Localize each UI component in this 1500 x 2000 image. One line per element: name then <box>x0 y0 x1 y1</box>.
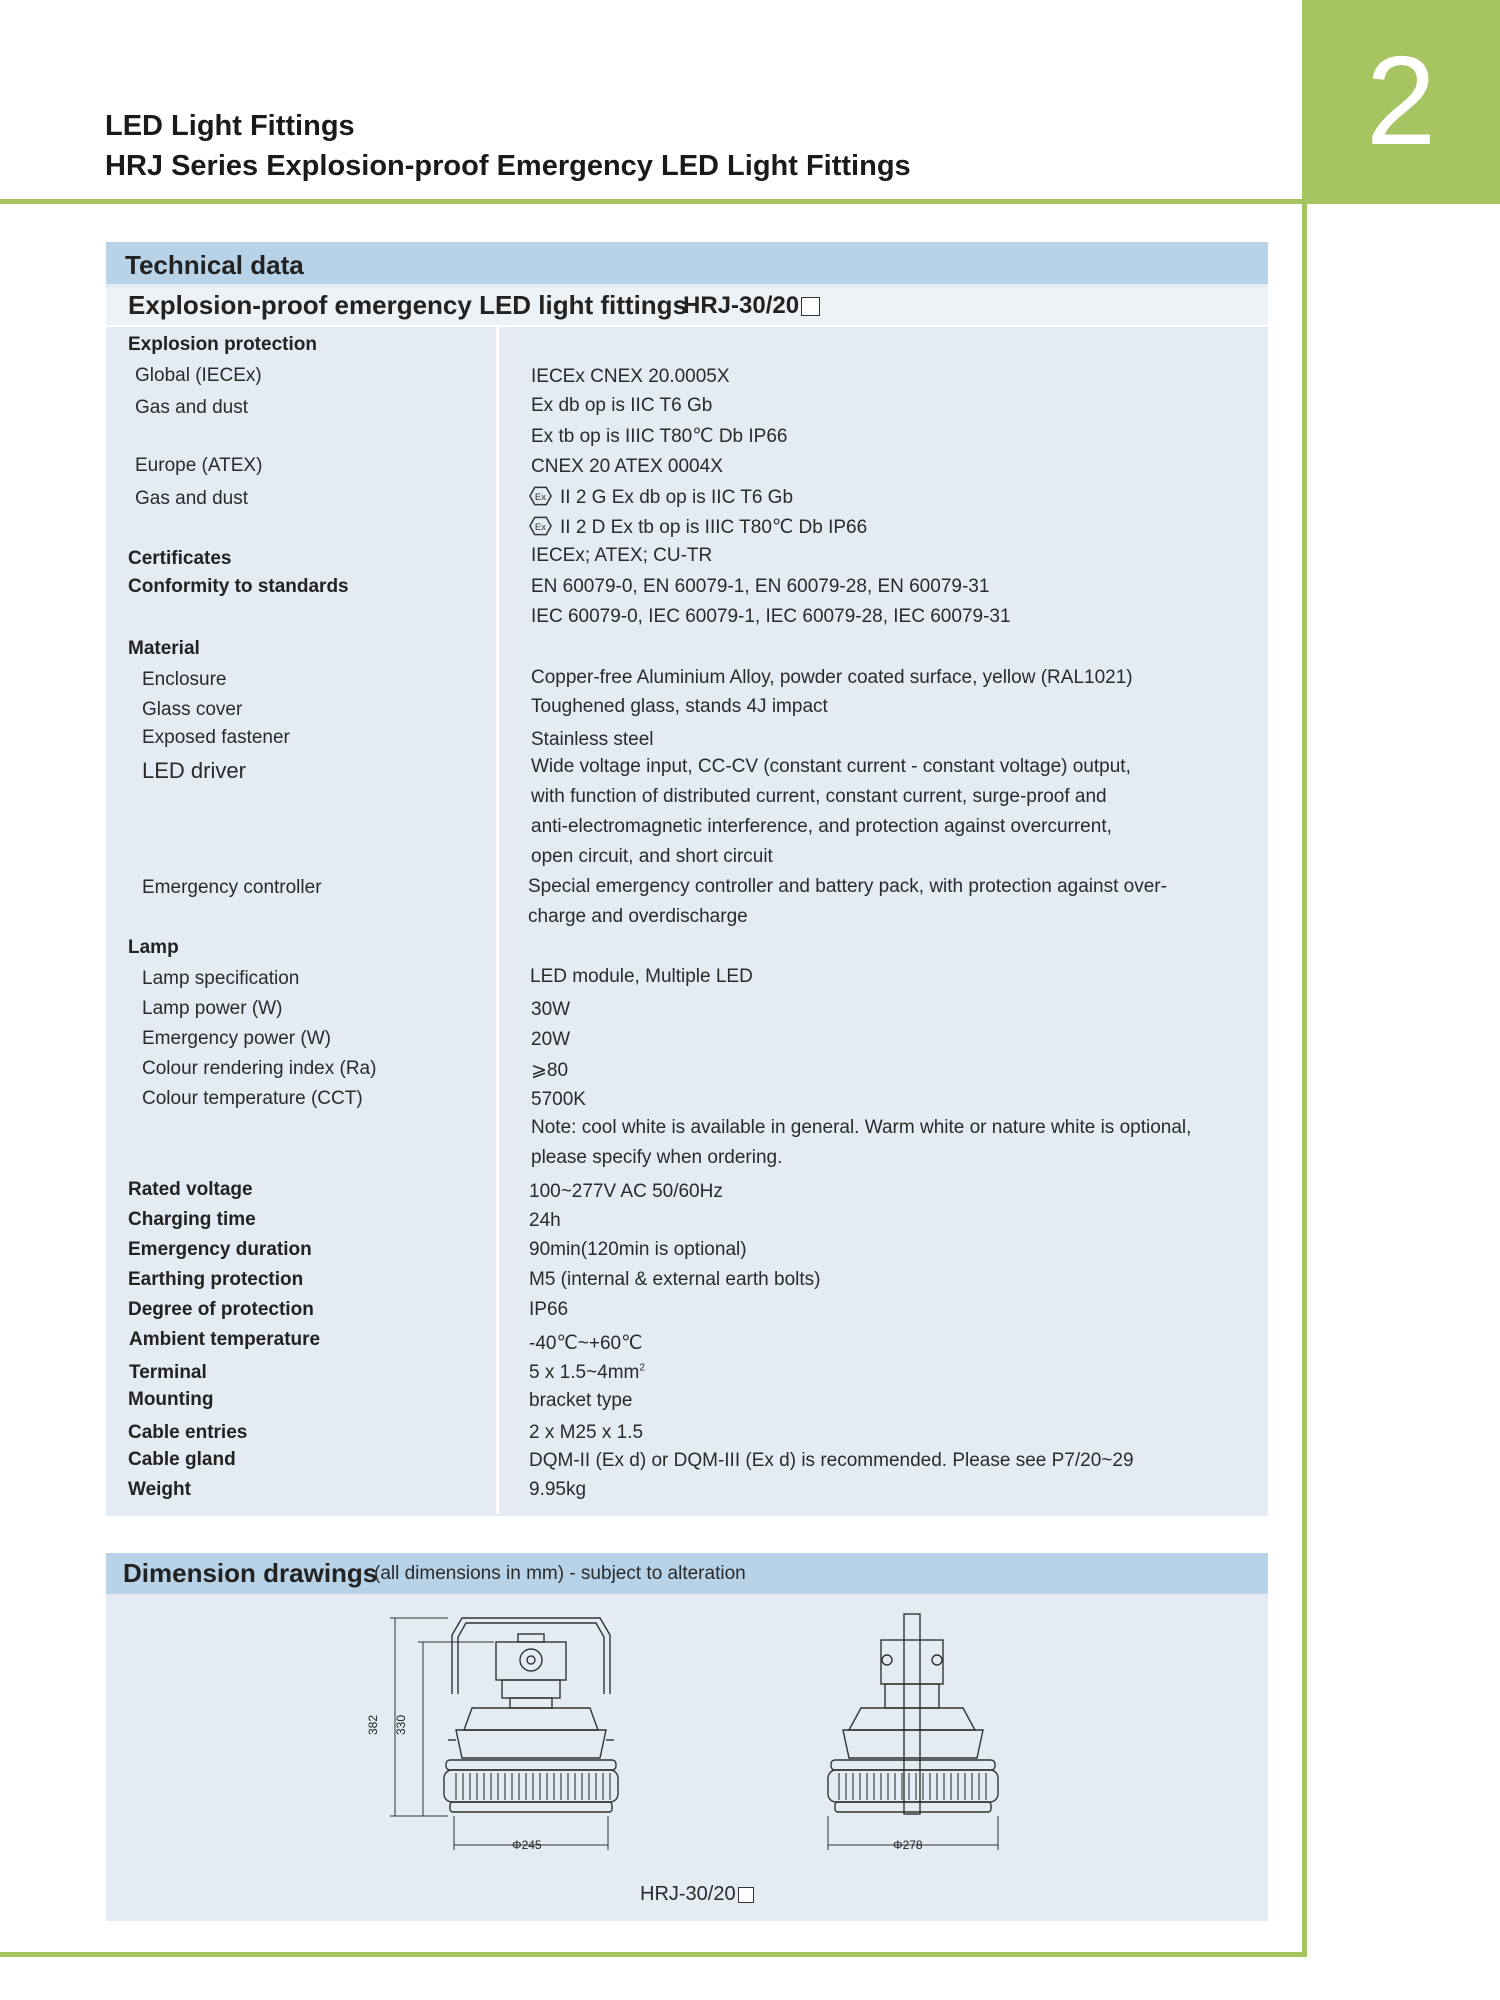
label-emergency-controller: Emergency controller <box>142 877 322 898</box>
value-mounting: bracket type <box>529 1390 633 1411</box>
value-lamp-power: 30W <box>531 999 571 1020</box>
value-lamp-spec: LED module, Multiple LED <box>530 966 753 987</box>
ex-hexagon-icon <box>529 486 552 506</box>
value-degree: IP66 <box>529 1299 569 1320</box>
label-gas-dust-2: Gas and dust <box>135 488 249 509</box>
label-cable-gland: Cable gland <box>128 1449 236 1470</box>
value-rated-voltage: 100~277V AC 50/60Hz <box>529 1181 723 1202</box>
label-glass-cover: Glass cover <box>142 699 243 720</box>
drawing-model-text: HRJ-30/20 <box>640 1883 736 1905</box>
value-led-driver-1: Wide voltage input, CC-CV (constant current - constant voltage) output, <box>531 756 1131 777</box>
label-ambient: Ambient temperature <box>129 1329 321 1350</box>
value-earthing: M5 (internal & external earth bolts) <box>529 1269 821 1290</box>
value-enclosure: Copper-free Aluminium Alloy, powder coated surface, yellow (RAL1021) <box>531 667 1133 688</box>
value-cable-entries: 2 x M25 x 1.5 <box>529 1422 644 1443</box>
label-cable-entries: Cable entries <box>128 1422 248 1443</box>
label-mounting: Mounting <box>128 1389 214 1410</box>
dimension-phi278: Φ278 <box>893 1838 923 1852</box>
page-title: HRJ Series Explosion-proof Emergency LED Light Fittings <box>105 150 911 182</box>
value-terminal <box>529 1362 645 1384</box>
value-atex-gas-text: II 2 G Ex db op is IIC T6 Gb <box>560 487 794 508</box>
value-cct: 5700K <box>531 1089 586 1110</box>
label-material: Material <box>128 638 200 659</box>
value-conformity-2: IEC 60079-0, IEC 60079-1, IEC 60079-28, IEC 60079-31 <box>531 606 1011 627</box>
label-europe-atex: Europe (ATEX) <box>135 455 263 476</box>
label-gas-dust-1: Gas and dust <box>135 397 249 418</box>
value-atex-dust-text: II 2 D Ex tb op is IIIC T80℃ Db IP66 <box>560 517 868 538</box>
value-led-driver-4: open circuit, and short circuit <box>531 846 773 867</box>
dimension-drawings-subtitle: (all dimensions in mm) - subject to alteration <box>374 1563 746 1584</box>
value-note-2: please specify when ordering. <box>531 1147 783 1168</box>
side-view-drawing <box>815 1610 1015 1870</box>
value-iecex-gas: Ex db op is IIC T6 Gb <box>531 395 713 416</box>
product-title-underline <box>106 325 1268 327</box>
value-glass-cover: Toughened glass, stands 4J impact <box>531 696 828 717</box>
value-led-driver-3: anti-electromagnetic interference, and protection against overcurrent, <box>531 816 1112 837</box>
value-weight: 9.95kg <box>529 1479 587 1500</box>
label-emergency-duration: Emergency duration <box>128 1239 312 1260</box>
label-certificates: Certificates <box>128 548 232 569</box>
value-ambient: -40℃~+60℃ <box>529 1333 643 1354</box>
product-model-text: HRJ-30/20 <box>683 292 800 319</box>
front-view-drawing <box>360 1610 640 1870</box>
header-divider <box>0 199 1500 204</box>
right-border <box>1302 199 1307 1957</box>
product-model <box>683 292 820 320</box>
label-weight: Weight <box>128 1479 191 1500</box>
label-terminal: Terminal <box>129 1362 207 1383</box>
value-emergency-controller-1: Special emergency controller and battery pack, with protection against over- <box>528 876 1167 897</box>
value-cri: ⩾80 <box>531 1060 569 1081</box>
value-note-1: Note: cool white is available in general. Warm white or nature white is optional, <box>531 1117 1192 1138</box>
value-atex-cert: CNEX 20 ATEX 0004X <box>531 456 723 477</box>
checkbox-square-icon <box>801 297 820 316</box>
value-iecex-dust: Ex tb op is IIIC T80℃ Db IP66 <box>531 426 788 447</box>
label-rated-voltage: Rated voltage <box>128 1179 253 1200</box>
value-terminal-sup: 2 <box>639 1362 645 1374</box>
value-cable-gland: DQM-II (Ex d) or DQM-III (Ex d) is recommended. Please see P7/20~29 <box>529 1450 1134 1471</box>
value-certificates: IECEx; ATEX; CU-TR <box>531 545 713 566</box>
label-lamp-spec: Lamp specification <box>142 968 300 989</box>
label-cri: Colour rendering index (Ra) <box>142 1058 377 1079</box>
value-emergency-controller-2: charge and overdischarge <box>528 906 748 927</box>
label-degree: Degree of protection <box>128 1299 314 1320</box>
label-charging-time: Charging time <box>128 1209 256 1230</box>
value-led-driver-2: with function of distributed current, constant current, surge-proof and <box>531 786 1107 807</box>
dimension-phi245: Φ245 <box>512 1838 542 1852</box>
value-emergency-power: 20W <box>531 1029 571 1050</box>
value-charging-time: 24h <box>529 1210 561 1231</box>
column-divider <box>496 327 499 1514</box>
dimension-330: 330 <box>394 1714 409 1736</box>
drawing-model-label <box>640 1883 754 1906</box>
value-atex-dust <box>529 516 867 539</box>
label-emergency-power: Emergency power (W) <box>142 1028 331 1049</box>
label-lamp-power: Lamp power (W) <box>142 998 283 1019</box>
svg-text:Ex: Ex <box>534 491 547 503</box>
label-lamp: Lamp <box>128 937 179 958</box>
value-emergency-duration: 90min(120min is optional) <box>529 1239 747 1260</box>
value-conformity-1: EN 60079-0, EN 60079-1, EN 60079-28, EN 60079-31 <box>531 576 990 597</box>
checkbox-square-icon <box>738 1887 754 1903</box>
dimension-panel <box>106 1553 1268 1921</box>
technical-data-title: Technical data <box>125 250 304 280</box>
page-category-title: LED Light Fittings <box>105 110 355 142</box>
label-cct: Colour temperature (CCT) <box>142 1088 363 1109</box>
bottom-border <box>0 1952 1307 1957</box>
svg-text:Ex: Ex <box>534 521 547 533</box>
value-terminal-text: 5 x 1.5~4mm <box>529 1362 640 1383</box>
ex-hexagon-icon <box>529 516 552 536</box>
label-earthing: Earthing protection <box>128 1269 304 1290</box>
dimension-drawings-title: Dimension drawings <box>123 1558 378 1588</box>
label-explosion-protection: Explosion protection <box>128 334 317 355</box>
value-iecex-cert: IECEx CNEX 20.0005X <box>531 366 730 387</box>
product-title: Explosion-proof emergency LED light fittings <box>128 290 688 320</box>
label-led-driver: LED driver <box>142 758 246 783</box>
dimension-382: 382 <box>366 1714 381 1736</box>
label-exposed-fastener: Exposed fastener <box>142 727 290 748</box>
value-exposed-fastener: Stainless steel <box>531 729 654 750</box>
label-enclosure: Enclosure <box>142 669 227 690</box>
label-global-iecex: Global (IECEx) <box>135 365 262 386</box>
value-atex-gas <box>529 486 793 509</box>
label-conformity: Conformity to standards <box>128 576 349 597</box>
page-number: 2 <box>1302 0 1500 200</box>
